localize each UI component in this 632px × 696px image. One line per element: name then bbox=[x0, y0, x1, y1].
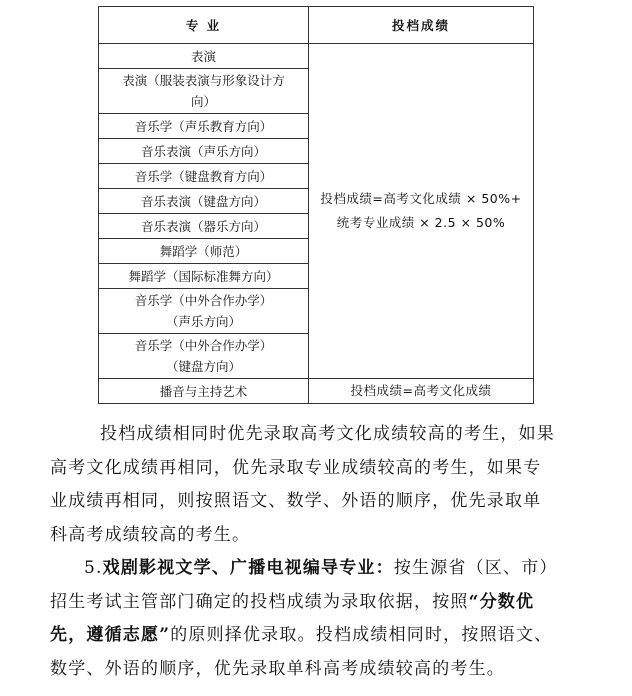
formula-line-2: 统考专业成绩 × 2.5 × 50% bbox=[336, 215, 506, 230]
quoted-principle: 先，遵循志愿” bbox=[50, 625, 171, 645]
paragraph-line: 投档成绩相同时优先录取高考文化成绩较高的考生，如果 bbox=[100, 424, 555, 444]
admission-score-table bbox=[98, 6, 534, 404]
major-cell bbox=[99, 69, 309, 114]
table-row bbox=[99, 44, 534, 69]
major-line: （键盘方向） bbox=[165, 359, 241, 374]
major-cell: 音乐表演（声乐方向） bbox=[99, 139, 309, 164]
paragraph-drama-film bbox=[50, 552, 610, 686]
formula-line-1: 投档成绩=高考文化成绩 × 50%+ bbox=[320, 191, 522, 206]
paragraph-line: 业成绩再相同，则按照语文、数学、外语的顺序，优先录取单 bbox=[50, 491, 542, 511]
major-cell: 表演 bbox=[99, 44, 309, 69]
paragraph-tiebreak bbox=[50, 418, 600, 552]
paragraph-text: 招生考试主管部门确定的投档成绩为录取依据，按照 bbox=[50, 591, 469, 612]
major-cell bbox=[99, 289, 309, 334]
major-line: 表演（服装表演与形象设计方 bbox=[122, 73, 285, 88]
major-line: 向） bbox=[190, 94, 216, 109]
table-header-row bbox=[99, 7, 534, 44]
major-cell: 舞蹈学（国际标准舞方向） bbox=[99, 264, 309, 289]
major-cell: 音乐表演（键盘方向） bbox=[99, 189, 309, 214]
major-cell: 播音与主持艺术 bbox=[99, 379, 309, 404]
header-major: 专 业 bbox=[99, 7, 309, 44]
major-line: 音乐学（中外合作办学） bbox=[134, 293, 273, 308]
quoted-principle: “分数优 bbox=[468, 591, 535, 612]
paragraph-line bbox=[50, 586, 610, 620]
formula-cell bbox=[309, 44, 534, 379]
paragraph-line bbox=[50, 552, 610, 586]
major-cell: 音乐学（键盘教育方向） bbox=[99, 164, 309, 189]
paragraph-line bbox=[50, 619, 610, 653]
paragraph-text: 按生源省（区、市） bbox=[393, 558, 558, 578]
major-cell bbox=[99, 334, 309, 379]
major-cell: 音乐学（声乐教育方向） bbox=[99, 114, 309, 139]
item-heading: 戏剧影视文学、广播电视编导专业： bbox=[102, 558, 394, 578]
paragraph-text: 的原则择优录取。投档成绩相同时，按照语文、 bbox=[170, 625, 553, 645]
formula-cell: 投档成绩=高考文化成绩 bbox=[309, 379, 534, 404]
major-cell: 音乐表演（器乐方向） bbox=[99, 214, 309, 239]
header-score: 投档成绩 bbox=[309, 7, 534, 44]
table-row bbox=[99, 379, 534, 404]
major-line: 音乐学（中外合作办学） bbox=[134, 338, 273, 353]
item-number: 5. bbox=[84, 558, 103, 578]
paragraph-line: 科高考成绩较高的考生。 bbox=[50, 524, 251, 545]
paragraph-line: 高考文化成绩再相同，优先录取专业成绩较高的考生，如果专 bbox=[50, 457, 542, 478]
major-line: （声乐方向） bbox=[165, 314, 241, 329]
major-cell: 舞蹈学（师范） bbox=[99, 239, 309, 264]
paragraph-line: 数学、外语的顺序，优先录取单科高考成绩较高的考生。 bbox=[50, 658, 505, 679]
